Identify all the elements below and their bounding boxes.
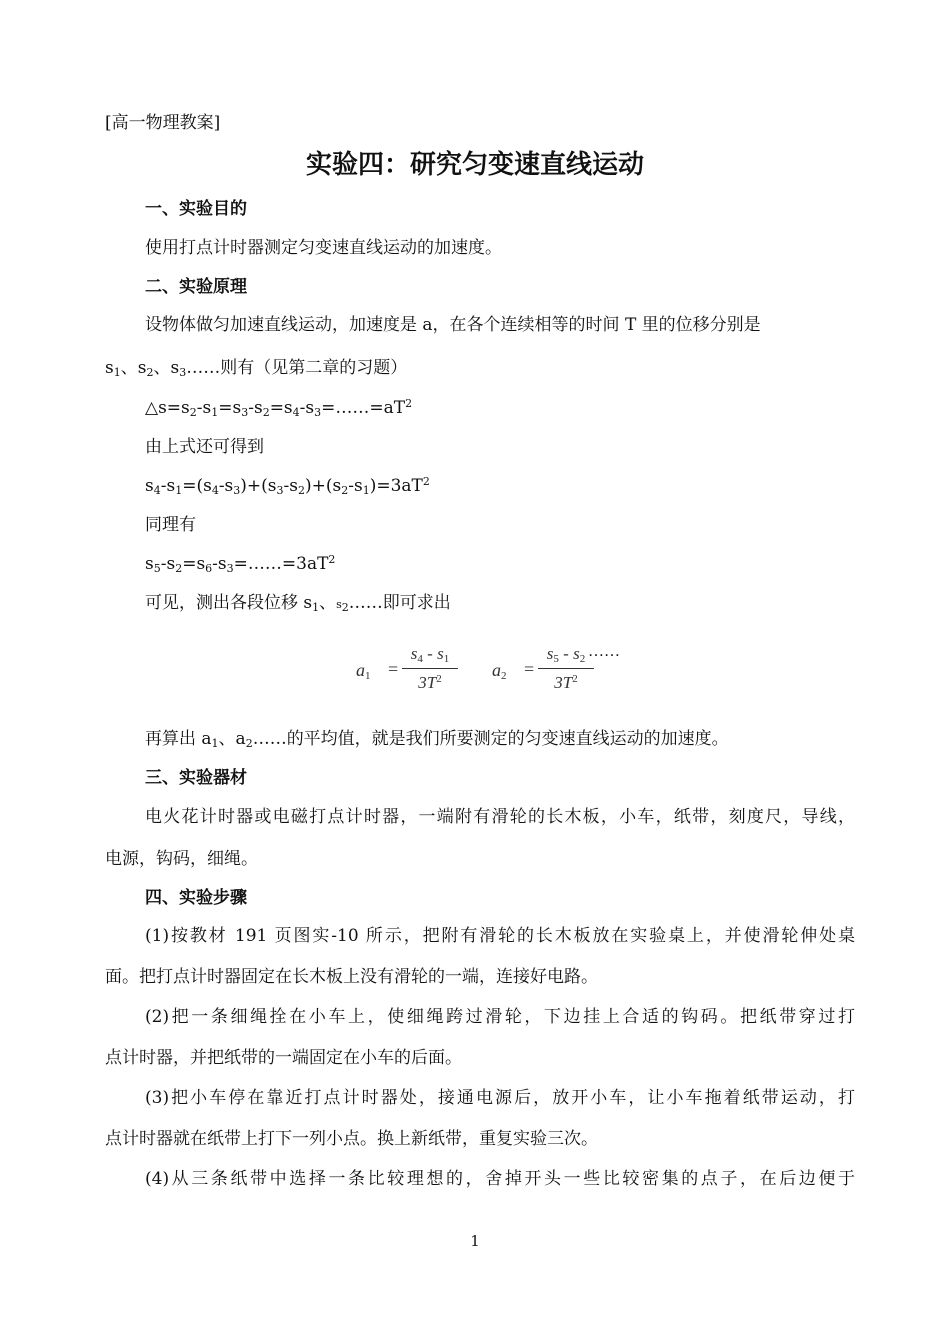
equipment-line2: 电源，钩码，细绳。 [105, 849, 258, 869]
step1-line1: (1)按教材 191 页图实-10 所示，把附有滑轮的长木板放在实验桌上，并使滑轮伸处桌 [145, 926, 855, 946]
formula-fraction-2: $s_5 - s_2$ $3T^2$ [538, 642, 594, 695]
acceleration-formula: $a_1$ = $s_4 - s_1$ $3T^2$ $a_2$ = $s_5 - s_2$ $3T^2$ …… [350, 640, 650, 702]
section-heading-principle: 二、实验原理 [145, 277, 247, 297]
header-tag: [高一物理教案] [105, 113, 221, 133]
principle-para1-cont: $s_1$、$s_2$、$s_3\dots\dots$则有（见第二章的习题） [105, 358, 408, 379]
principle-para1: 设物体做匀加速直线运动，加速度是 a，在各个连续相等的时间 T 里的位移分别是 [145, 315, 761, 335]
average-text: 再算出 $a_1$、$a_2\dots\dots$的平均值，就是我们所要测定的匀变速直线运动的加速度。 [145, 729, 729, 750]
equation-s5-s2: $s_5-s_2=s_6-s_3=\dots\dots=3aT^2$ [145, 553, 336, 575]
purpose-text: 使用打点计时器测定匀变速直线运动的加速度。 [145, 238, 502, 258]
same-text: 同理有 [145, 515, 196, 535]
formula-a1: $a_1$ [356, 660, 371, 682]
step3-line2: 点计时器就在纸带上打下一列小点。换上新纸带，重复实验三次。 [105, 1129, 598, 1149]
section-heading-steps: 四、实验步骤 [145, 888, 247, 908]
step1-line2: 面。把打点计时器固定在长木板上没有滑轮的一端，连接好电路。 [105, 967, 598, 987]
section-heading-equipment: 三、实验器材 [145, 768, 247, 788]
equipment-line1: 电火花计时器或电磁打点计时器，一端附有滑轮的长木板，小车，纸带，刻度尺，导线， [145, 807, 855, 827]
derive-text: 由上式还可得到 [145, 437, 264, 457]
formula-dots: …… [588, 643, 620, 660]
step3-line1: (3)把小车停在靠近打点计时器处，接通电源后，放开小车，让小车拖着纸带运动，打 [145, 1088, 855, 1108]
formula-fraction-1: $s_4 - s_1$ $3T^2$ [402, 642, 458, 695]
step4-line1: (4)从三条纸带中选择一条比较理想的，舍掉开头一些比较密集的点子，在后边便于 [145, 1169, 855, 1189]
visible-text: 可见，测出各段位移 $s_1$、$s_2\dots\dots$即可求出 [145, 593, 451, 614]
formula-a2: $a_2$ [492, 660, 507, 682]
step2-line2: 点计时器，并把纸带的一端固定在小车的后面。 [105, 1048, 462, 1068]
page-number: 1 [470, 1232, 480, 1250]
step2-line1: (2)把一条细绳拴在小车上，使细绳跨过滑轮，下边挂上合适的钩码。把纸带穿过打 [145, 1007, 855, 1027]
section-heading-purpose: 一、实验目的 [145, 199, 247, 219]
page-title: 实验四：研究匀变速直线运动 [305, 150, 644, 180]
equation-s4-s1: $s_4-s_1=(s_4-s_3)+(s_3-s_2)+(s_2-s_1)=3aT^2$ [145, 475, 430, 497]
equation-delta-s: $\triangle s=s_2-s_1=s_3-s_2=s_4-s_3=\dots\dots=aT^2$ [145, 397, 413, 419]
